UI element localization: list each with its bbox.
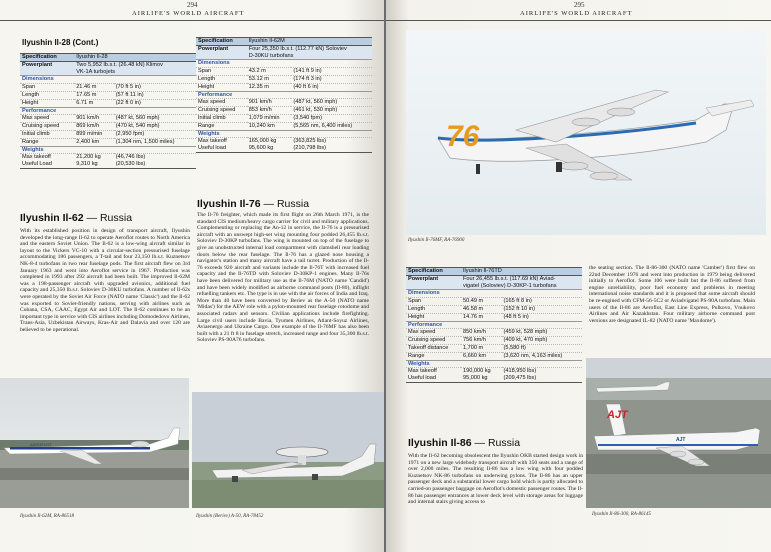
il76-name: Ilyushin Il-76 bbox=[197, 198, 261, 210]
spec-cell: Weights bbox=[20, 146, 196, 154]
spec-cell: Four 25,350 lb.s.t. (112.77 kN) Soloviev bbox=[247, 45, 372, 52]
spec-cell: Specification bbox=[20, 54, 74, 62]
caption-il86: Ilyushin Il-86-300, RA-86145 bbox=[592, 512, 652, 517]
header-rule bbox=[386, 20, 771, 21]
spec-row bbox=[406, 313, 582, 321]
spec-cell: Length bbox=[20, 91, 74, 99]
il76-body-text: The Il-76 freighter, which made its first flight on 26th March 1971, is the standard CIS medium/heavy cargo carrier for civil and military applications. Complementing or replacing the An-12 in service, the Il-76 is a pressurised aircraft with an unswept high-set wing mounting four podded 26,455 lb.s.t. Soloviev D-30KP turbofans. The wing is mounted on top of the fuselage to give an unobstructed internal load compartment with clamshell rear loading doors below the rear fuselage. The Il-76 has a glazed nose housing a navigator's station and many aircraft have a tail turret. Production of the Il-76 exceeds 920 aircraft and variants include the Il-76T with increased fuel capacity and the Il-76TD with Soloviev D-30KP-1 engines. Many Il-76s have been delivered for military use as the Il-76M (NATO name 'Candid') and have been widely modified as airborne command posts (Il-80), inflight refuelling tankers etc. The type is in use with the air forces of India and Iraq. More than 40 have been converted by Beriev as the A-50 (NATO name 'Midas') for the AEW role with a pylon-mounted rear fuselage rotodome and associated radars and sensors. Civilian applications include firefighting. Large civil users include Bavia, Tyumen Airlines, Atlant-Soyuz Airlines, Aviaenergo and Ukraine Cargo. One example of the Il-76MF has also been built with a 21 ft 8 in fuselage stretch, increased range and four 35,300 lb.s.t. Soloviev PS-90A76 turbofans. bbox=[197, 212, 369, 344]
spec-cell: Ilyushin Il-62M bbox=[247, 38, 372, 46]
spec-cell: Span bbox=[196, 68, 247, 76]
spec-cell: Ilyushin Il-76TD bbox=[461, 268, 582, 276]
spec-cell: (209,475 lbs) bbox=[502, 375, 582, 382]
spec-row bbox=[406, 329, 582, 337]
spec-row bbox=[196, 99, 372, 107]
photo-il62m bbox=[0, 378, 189, 508]
running-header: AIRLIFE'S WORLD AIRCRAFT bbox=[520, 10, 633, 17]
spec-cell: 1,700 m bbox=[461, 344, 502, 352]
il86-fuselage-logo: AJT bbox=[676, 437, 686, 443]
spec-row bbox=[20, 61, 196, 68]
spec-cell: Max speed bbox=[196, 99, 247, 107]
spec-cell: 2,400 km bbox=[74, 138, 114, 146]
spec-row bbox=[406, 337, 582, 345]
spec-row bbox=[196, 130, 372, 138]
spec-cell: vigatel (Soloviev) D-30KP-1 turbofans bbox=[461, 283, 582, 290]
spec-cell: 95,600 kg bbox=[247, 145, 292, 152]
spec-row bbox=[406, 268, 582, 276]
spec-row bbox=[196, 138, 372, 145]
il62m-spec-table bbox=[196, 37, 372, 153]
spec-cell: (40 ft 6 in) bbox=[291, 83, 372, 91]
spec-cell: (20,530 lbs) bbox=[114, 161, 196, 168]
header-rule bbox=[0, 20, 384, 21]
caption-a50: Ilyushin (Beriev) A-50, RA-78452 bbox=[196, 514, 264, 519]
il62-body-text: With its established position in design of transport aircraft, Ilyushin developed the long-range Il-62 to operate Aeroflot routes to North America and the eastern Soviet Union. The Il-62 is a low-wing aircraft similar in layout to the Vickers VC-10 with a circular-section pressurised fuselage accommodating 186 passengers, a T-tail and four 23,150 lb.s.t. Kuznetsov NK-8-4 turbofans in two rear fuselage pods. The first aircraft flew on 3rd January 1963 and went into Aeroflot service in 1967. Production was completed in 1993 after 292 aircraft had been built. The improved Il-62M was a 198-passenger aircraft with upgraded avionics, additional fuel capacity and 25,350 lb.s.t. Soloviev D-30KU turbofans. A number of Il-62s were operated by the Soviet Air Force (NATO name 'Classic') and the Il-62 was exported to Soviet-friendly nations, serving with airlines such as Cubana, CSA, CAAC, Egypt Air and LOT. The Il-62 continues to be an important type in service with CIS airlines including Domodedovo Airlines, Trans-Asia, Uzbekistan Airways, Kras-Air and Dalavia and over 120 are believed to be operational. bbox=[20, 228, 190, 333]
spec-cell: 10,240 km bbox=[247, 122, 292, 130]
il76-title bbox=[197, 198, 309, 210]
caption-il76mf: Ilyushin Il-76MF, RA-76900 bbox=[408, 238, 465, 243]
spec-cell: (57 ft 11 in) bbox=[114, 91, 196, 99]
spec-cell: (174 ft 3 in) bbox=[291, 75, 372, 83]
spec-row bbox=[406, 275, 582, 282]
spec-cell: Weights bbox=[196, 130, 372, 138]
spec-cell: (409 kt, 470 mph) bbox=[502, 337, 582, 345]
spec-row bbox=[20, 161, 196, 168]
spec-cell: Span bbox=[406, 298, 461, 306]
spec-cell: (487 kt, 560 mph) bbox=[291, 99, 372, 107]
spec-cell: (48 ft 5 in) bbox=[502, 313, 582, 321]
il28-spec-table bbox=[20, 53, 196, 169]
spec-row bbox=[196, 53, 372, 60]
spec-row bbox=[20, 84, 196, 92]
spec-row bbox=[406, 368, 582, 375]
spec-cell: (3,620 nm, 4,163 miles) bbox=[502, 352, 582, 360]
spec-row bbox=[406, 360, 582, 368]
spec-row bbox=[20, 130, 196, 138]
spec-row bbox=[406, 375, 582, 382]
spec-row bbox=[196, 91, 372, 99]
spec-cell: Max takeoff bbox=[20, 154, 74, 161]
spec-cell: (363,825 lbs) bbox=[291, 138, 372, 145]
spec-row bbox=[406, 305, 582, 313]
il28-section-title: Ilyushin Il-28 (Cont.) bbox=[22, 38, 99, 47]
spec-row bbox=[406, 352, 582, 360]
caption-il62m: Ilyushin Il-62M, RA-86518 bbox=[20, 514, 75, 519]
spec-row bbox=[196, 68, 372, 76]
spec-row bbox=[406, 321, 582, 329]
il62m-image bbox=[0, 378, 189, 508]
il86-tail-logo: AJT bbox=[607, 409, 628, 421]
spec-cell bbox=[406, 283, 461, 290]
spec-cell: D-30KU turbofans bbox=[247, 53, 372, 60]
spec-cell: Height bbox=[406, 313, 461, 321]
spec-cell: 756 km/h bbox=[461, 337, 502, 345]
il86-continued-text: the seating section. The Il-86-300 (NATO name 'Camber') first flew on 22nd December 1976 and went into production in 1979 being delivered initially to Aeroflot. Some 106 were built but the Il-86 suffered from engine unreliability, poor fuel economy and problems in meeting international noise standards and it is proposed that some aircraft should be re-engined with CFM-56-5C2 or Aviadvigatel PS-90A turbofans. Main users of the Il-86 are Aeroflot, East Line Express, Pulkovo, Vnukovo Airlines and Air Kazakhstan. Four military airborne command post versions are designated IL-82 (NATO name 'Maxdome'). bbox=[589, 265, 755, 324]
il86-country: — Russia bbox=[471, 437, 521, 449]
spec-cell: Useful load bbox=[196, 145, 247, 152]
photo-il76mf bbox=[406, 30, 766, 235]
spec-row bbox=[20, 123, 196, 131]
spec-cell: 1,079 m/min bbox=[247, 114, 292, 122]
spec-row bbox=[406, 298, 582, 306]
spec-row bbox=[196, 114, 372, 122]
il86-body-text: With the Il-62 becoming obsolescent the Ilyushin OKB started design work in 1971 on a new large widebody transport aircraft with 350 seats and a range of over 2,000 miles. The resulting Il-86 has a low wing with four podded Kuznetsov NK-86 turbofans on underwing pylons. The Il-86 has an upper passenger deck and a substantial lower cargo hold which is partly allocated to carried-on passenger baggage on Aeroflot's domestic passenger routes. The Il-86 has passenger entrances at lower deck level with storage areas for luggage and internal stairs giving access to bbox=[408, 453, 583, 506]
spec-cell: Dimensions bbox=[406, 290, 582, 298]
spec-cell: (22 ft 0 in) bbox=[114, 99, 196, 107]
il76mf-image bbox=[406, 30, 766, 235]
spec-cell: 14.76 m bbox=[461, 313, 502, 321]
spec-cell: Four 26,455 lb.s.t. (117.69 kN) Aviad- bbox=[461, 275, 582, 282]
il62-title bbox=[20, 212, 132, 224]
spec-row bbox=[406, 344, 582, 352]
spec-cell: (3,540 fpm) bbox=[291, 114, 372, 122]
spec-cell: (487 kt, 560 mph) bbox=[114, 115, 196, 123]
spec-cell: Two 5,952 lb.s.t. (26.48 kN) Klimov bbox=[74, 61, 196, 68]
spec-cell: Weights bbox=[406, 360, 582, 368]
spec-cell: (418,950 lbs) bbox=[502, 368, 582, 375]
spec-cell: (461 kt, 530 mph) bbox=[291, 107, 372, 115]
spec-cell: Initial climb bbox=[196, 114, 247, 122]
spec-cell: (470 kt, 540 mph) bbox=[114, 123, 196, 131]
spec-cell: Cruising speed bbox=[406, 337, 461, 345]
spec-cell: (46,746 lbs) bbox=[114, 154, 196, 161]
spec-cell: Powerplant bbox=[406, 275, 461, 282]
spec-row bbox=[20, 76, 196, 84]
il86-name: Ilyushin Il-86 bbox=[408, 437, 472, 449]
spec-row bbox=[20, 115, 196, 123]
spec-cell: Max takeoff bbox=[196, 138, 247, 145]
il62-name: Ilyushin Il-62 bbox=[20, 212, 84, 224]
a50-image bbox=[192, 392, 384, 508]
spec-cell: Specification bbox=[406, 268, 461, 276]
spec-row bbox=[20, 54, 196, 62]
spec-cell: 899 m/min bbox=[74, 130, 114, 138]
spec-cell: Max takeoff bbox=[406, 368, 461, 375]
spec-cell: Range bbox=[196, 122, 247, 130]
page-number: 295 bbox=[574, 1, 585, 9]
spec-row bbox=[20, 107, 196, 115]
spec-cell: 901 km/h bbox=[247, 99, 292, 107]
spec-cell: Dimensions bbox=[196, 60, 372, 68]
spec-cell: Span bbox=[20, 84, 74, 92]
spec-cell: 50.49 m bbox=[461, 298, 502, 306]
spec-cell: 190,000 kg bbox=[461, 368, 502, 375]
spec-cell: 6.71 m bbox=[74, 99, 114, 107]
spec-cell: Performance bbox=[406, 321, 582, 329]
spec-row bbox=[20, 69, 196, 76]
spec-cell: 17.65 m bbox=[74, 91, 114, 99]
spec-row bbox=[196, 107, 372, 115]
photo-a50 bbox=[192, 392, 384, 508]
spec-row bbox=[196, 38, 372, 46]
spec-cell: 21,200 kg bbox=[74, 154, 114, 161]
page-number: 294 bbox=[187, 1, 198, 9]
spec-cell: (70 ft 5 in) bbox=[114, 84, 196, 92]
spec-cell: Dimensions bbox=[20, 76, 196, 84]
il86-title bbox=[408, 437, 520, 449]
spec-cell: 9,310 kg bbox=[74, 161, 114, 168]
spec-row bbox=[20, 146, 196, 154]
spec-cell: Length bbox=[196, 75, 247, 83]
spec-cell: (5,580 ft) bbox=[502, 344, 582, 352]
spec-cell: 12.35 m bbox=[247, 83, 292, 91]
spec-cell: Useful Load bbox=[20, 161, 74, 168]
spec-cell: (459 kt, 528 mph) bbox=[502, 329, 582, 337]
il76mf-tail-mark: 76 bbox=[446, 120, 480, 153]
spec-cell: Powerplant bbox=[20, 61, 74, 68]
left-page bbox=[0, 0, 384, 552]
spec-cell: Height bbox=[20, 99, 74, 107]
spec-cell: Cruising speed bbox=[20, 123, 74, 131]
spec-cell: Takeoff distance bbox=[406, 344, 461, 352]
spec-cell: Initial climb bbox=[20, 130, 74, 138]
spec-cell: Performance bbox=[20, 107, 196, 115]
spec-cell: 853 km/h bbox=[247, 107, 292, 115]
spec-cell bbox=[196, 53, 247, 60]
spec-cell: 43.2 m bbox=[247, 68, 292, 76]
il76td-spec-table bbox=[406, 267, 582, 383]
spec-cell: Ilyushin Il-28 bbox=[74, 54, 196, 62]
spec-row bbox=[406, 290, 582, 298]
spec-cell: 869 km/h bbox=[74, 123, 114, 131]
spec-cell: 21.46 m bbox=[74, 84, 114, 92]
spec-cell: Max speed bbox=[20, 115, 74, 123]
spec-cell: 901 km/h bbox=[74, 115, 114, 123]
spec-cell: Powerplant bbox=[196, 45, 247, 52]
spec-row bbox=[406, 283, 582, 290]
right-page bbox=[386, 0, 771, 552]
spec-cell: Cruising speed bbox=[196, 107, 247, 115]
spec-row bbox=[196, 45, 372, 52]
spec-cell: 46.58 m bbox=[461, 305, 502, 313]
spec-cell: 95,000 kg bbox=[461, 375, 502, 382]
spec-cell: 53.12 m bbox=[247, 75, 292, 83]
spec-cell: (165 ft 8 in) bbox=[502, 298, 582, 306]
spec-row bbox=[196, 83, 372, 91]
spec-cell: Performance bbox=[196, 91, 372, 99]
spec-cell bbox=[20, 69, 74, 76]
spec-row bbox=[20, 91, 196, 99]
il76-country: — Russia bbox=[260, 198, 310, 210]
il62-country: — Russia bbox=[83, 212, 133, 224]
spec-cell: (2,950 fpm) bbox=[114, 130, 196, 138]
spec-cell: 850 km/h bbox=[461, 329, 502, 337]
spec-cell: Length bbox=[406, 305, 461, 313]
spec-row bbox=[20, 154, 196, 161]
spec-row bbox=[196, 145, 372, 152]
spec-cell: Max speed bbox=[406, 329, 461, 337]
spec-cell: Specification bbox=[196, 38, 247, 46]
spec-cell: VK-1A turbojets bbox=[74, 69, 196, 76]
spec-cell: (1,304 nm, 1,500 miles) bbox=[114, 138, 196, 146]
spec-row bbox=[20, 99, 196, 107]
spec-row bbox=[196, 60, 372, 68]
spec-cell: Height bbox=[196, 83, 247, 91]
spec-row bbox=[20, 138, 196, 146]
il86-image bbox=[586, 358, 771, 508]
spec-cell: Useful load bbox=[406, 375, 461, 382]
spec-cell: 6,660 km bbox=[461, 352, 502, 360]
spec-row bbox=[196, 122, 372, 130]
spec-cell: 165,000 kg bbox=[247, 138, 292, 145]
spec-row bbox=[196, 75, 372, 83]
running-header: AIRLIFE'S WORLD AIRCRAFT bbox=[132, 10, 245, 17]
spec-cell: (210,798 lbs) bbox=[291, 145, 372, 152]
spec-cell: (152 ft 10 in) bbox=[502, 305, 582, 313]
spec-cell: Range bbox=[20, 138, 74, 146]
il62m-livery-text: AEROFLOT bbox=[30, 442, 52, 447]
spec-cell: Range bbox=[406, 352, 461, 360]
spec-cell: (5,565 nm, 6,400 miles) bbox=[291, 122, 372, 130]
photo-il86 bbox=[586, 358, 771, 508]
spec-cell: (141 ft 9 in) bbox=[291, 68, 372, 76]
